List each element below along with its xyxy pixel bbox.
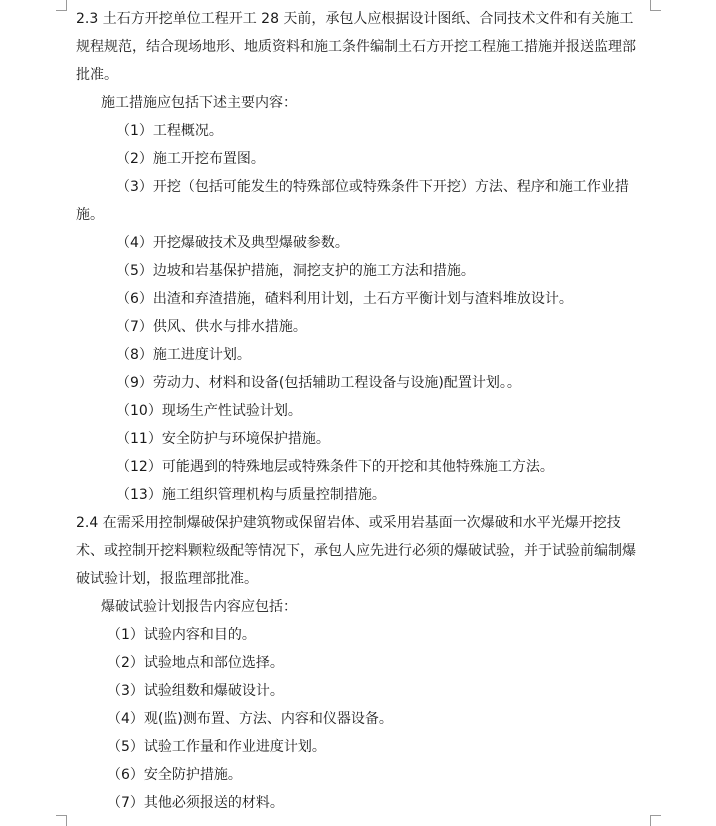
- list-item: （4）观(监)测布置、方法、内容和仪器设备。: [107, 711, 393, 727]
- list-item: （4）开挖爆破技术及典型爆破参数。: [116, 235, 349, 251]
- list-item: （12）可能遇到的特殊地层或特殊条件下的开挖和其他特殊施工方法。: [116, 459, 554, 475]
- page-corner-mark: [56, 815, 67, 826]
- list-item: （3）试验组数和爆破设计。: [107, 683, 284, 699]
- page-corner-mark: [650, 0, 661, 11]
- list-item: （2）试验地点和部位选择。: [107, 655, 284, 671]
- page-corner-mark: [650, 815, 661, 826]
- list-item: （8）施工进度计划。: [116, 347, 251, 363]
- list-item: （9）劳动力、材料和设备(包括辅助工程设备与设施)配置计划。。: [116, 375, 521, 391]
- list-item: （7）供风、供水与排水措施。: [116, 319, 307, 335]
- list-item: （3）开挖（包括可能发生的特殊部位或特殊条件下开挖）方法、程序和施工作业措施。: [76, 179, 629, 223]
- list-item: （6）出渣和弃渣措施，碴料利用计划，土石方平衡计划与渣料堆放设计。: [116, 291, 573, 307]
- list-item: （6）安全防护措施。: [107, 767, 242, 783]
- list-item: （5）边坡和岩基保护措施，洞挖支护的施工方法和措施。: [116, 263, 475, 279]
- document-body: [76, 5, 642, 817]
- page-corner-mark: [56, 0, 67, 11]
- list-item: （13）施工组织管理机构与质量控制措施。: [116, 487, 386, 503]
- list-item: （7）其他必须报送的材料。: [107, 795, 284, 811]
- section-2-4-paragraph: 2.4 在需采用控制爆破保护建筑物或保留岩体、或采用岩基面一次爆破和水平光爆开挖技术、或控制开挖料颗粒级配等情况下，承包人应先进行必须的爆破试验，并于试验前编制爆破试验计划，报监理部批准。: [76, 515, 636, 587]
- list-item: （11）安全防护与环境保护措施。: [116, 431, 330, 447]
- section-2-4-lead: 爆破试验计划报告内容应包括：: [101, 599, 297, 615]
- list-item: （1）试验内容和目的。: [107, 627, 256, 643]
- section-2-3-paragraph: 2.3 土石方开挖单位工程开工 28 天前，承包人应根据设计图纸、合同技术文件和有关施工规程规范，结合现场地形、地质资料和施工条件编制土石方开挖工程施工措施并报送监理部批准。: [76, 11, 636, 83]
- section-2-3-lead: 施工措施应包括下述主要内容：: [101, 95, 297, 111]
- list-item: （2）施工开挖布置图。: [116, 151, 265, 167]
- list-item: （1）工程概况。: [116, 123, 223, 139]
- list-item: （10）现场生产性试验计划。: [116, 403, 302, 419]
- list-item: （5）试验工作量和作业进度计划。: [107, 739, 326, 755]
